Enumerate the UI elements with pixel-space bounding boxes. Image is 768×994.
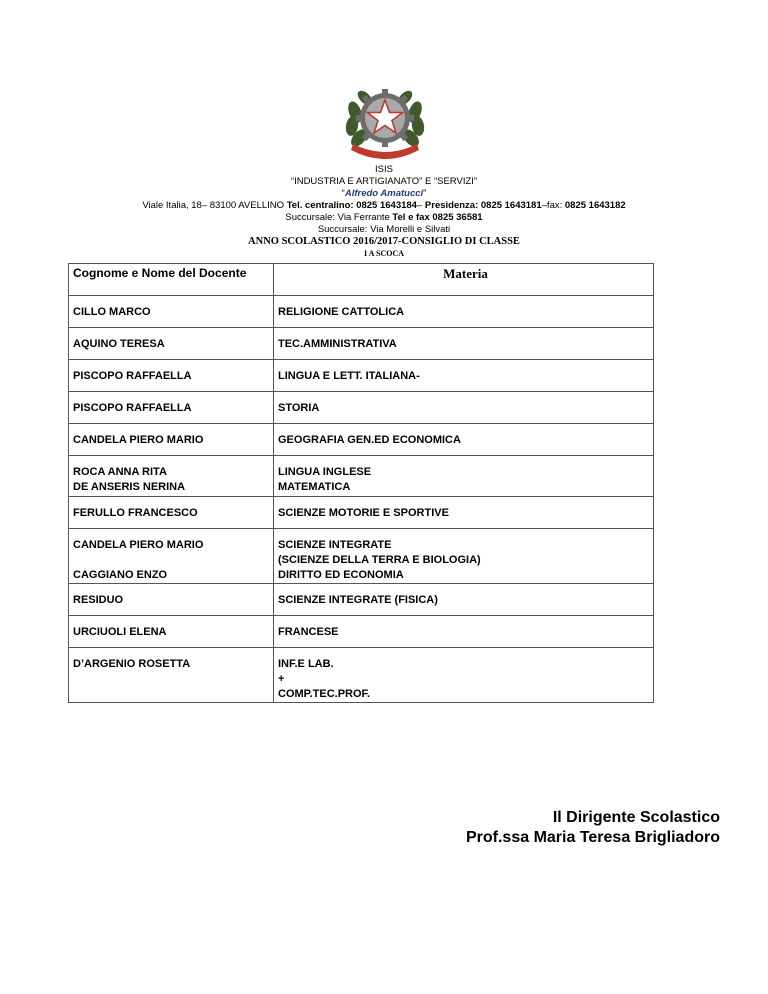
subject-name: (SCIENZE DELLA TERRA E BIOLOGIA) bbox=[278, 554, 481, 566]
subject-cell bbox=[274, 497, 654, 529]
table-row bbox=[69, 296, 654, 328]
italian-republic-emblem-icon bbox=[343, 78, 427, 162]
year-title: ANNO SCOLASTICO 2016/2017-CONSIGLIO DI CLASSE bbox=[248, 236, 520, 247]
table-row bbox=[69, 529, 654, 584]
subject-cell bbox=[274, 328, 654, 360]
teacher-cell bbox=[69, 456, 274, 497]
dedication: “Alfredo Amatucci” bbox=[341, 188, 427, 199]
school-type: ISIS bbox=[375, 164, 393, 175]
school-address: Viale Italia, 18– 83100 AVELLINO Tel. centralino: 0825 1643184– Presidenza: 0825 1643181–fax: 0825 1643182 bbox=[142, 200, 626, 211]
subject-cell bbox=[274, 616, 654, 648]
subject-cell bbox=[274, 529, 654, 584]
header-teacher: Cognome e Nome del Docente bbox=[69, 264, 274, 296]
subject-name: SCIENZE INTEGRATE bbox=[278, 539, 392, 551]
teacher-name bbox=[73, 553, 273, 568]
subject-name: COMP.TEC.PROF. bbox=[278, 688, 371, 700]
subject-name: SCIENZE INTEGRATE (FISICA) bbox=[278, 594, 438, 606]
header-subject: Materia bbox=[274, 264, 654, 296]
table-row bbox=[69, 328, 654, 360]
subject-name: + bbox=[278, 673, 285, 685]
teacher-cell bbox=[69, 328, 274, 360]
table-header-row bbox=[69, 264, 654, 296]
subject-cell bbox=[274, 424, 654, 456]
table-row bbox=[69, 648, 654, 703]
subject-cell bbox=[274, 296, 654, 328]
teacher-cell bbox=[69, 497, 274, 529]
subject-cell bbox=[274, 456, 654, 497]
table-row bbox=[69, 392, 654, 424]
teacher-cell bbox=[69, 296, 274, 328]
teacher-name: CAGGIANO ENZO bbox=[73, 569, 168, 581]
teacher-name: PISCOPO RAFFAELLA bbox=[73, 402, 192, 414]
subject-name: TEC.AMMINISTRATIVA bbox=[278, 338, 397, 350]
table-row bbox=[69, 360, 654, 392]
teacher-name: D’ARGENIO ROSETTA bbox=[73, 658, 191, 670]
teacher-cell bbox=[69, 584, 274, 616]
subject-name: RELIGIONE CATTOLICA bbox=[278, 306, 405, 318]
table-row bbox=[69, 497, 654, 529]
table-row bbox=[69, 424, 654, 456]
teacher-name: CANDELA PIERO MARIO bbox=[73, 539, 204, 551]
subject-name: LINGUA E LETT. ITALIANA- bbox=[278, 370, 420, 382]
subject-name: STORIA bbox=[278, 402, 320, 414]
subject-name: SCIENZE MOTORIE E SPORTIVE bbox=[278, 507, 449, 519]
school-name: “INDUSTRIA E ARTIGIANATO” E “SERVIZI” bbox=[290, 176, 478, 187]
subject-cell bbox=[274, 648, 654, 703]
subject-cell bbox=[274, 584, 654, 616]
subject-name: DIRITTO ED ECONOMIA bbox=[278, 569, 404, 581]
table-row bbox=[69, 456, 654, 497]
subject-name: INF.E LAB. bbox=[278, 658, 334, 670]
teacher-cell bbox=[69, 648, 274, 703]
subject-cell bbox=[274, 360, 654, 392]
teacher-name: AQUINO TERESA bbox=[73, 338, 165, 350]
subject-cell bbox=[274, 392, 654, 424]
branch-ferrante: Succursale: Via Ferrante Tel e fax 0825 36581 bbox=[285, 212, 483, 223]
signature-name: Prof.ssa Maria Teresa Brigliadoro bbox=[465, 829, 720, 846]
subject-name: LINGUA INGLESE bbox=[278, 466, 372, 478]
table-row bbox=[69, 616, 654, 648]
teacher-cell bbox=[69, 392, 274, 424]
teacher-name: FERULLO FRANCESCO bbox=[73, 507, 198, 519]
teacher-cell bbox=[69, 616, 274, 648]
teacher-name: CANDELA PIERO MARIO bbox=[73, 434, 204, 446]
teacher-name: ROCA ANNA RITA bbox=[73, 466, 167, 478]
teacher-cell bbox=[69, 529, 274, 584]
subject-name: GEOGRAFIA GEN.ED ECONOMICA bbox=[278, 434, 461, 446]
teacher-name: RESIDUO bbox=[73, 594, 124, 606]
subject-name: MATEMATICA bbox=[278, 481, 351, 493]
teacher-cell bbox=[69, 424, 274, 456]
signature-role: Il Dirigente Scolastico bbox=[552, 809, 720, 826]
teacher-name: DE ANSERIS NERINA bbox=[73, 481, 186, 493]
teacher-cell bbox=[69, 360, 274, 392]
teacher-name: URCIUOLI ELENA bbox=[73, 626, 167, 638]
subject-name: FRANCESE bbox=[278, 626, 339, 638]
teachers-table bbox=[68, 263, 654, 703]
branch-morelli: Succursale: Via Morelli e Silvati bbox=[317, 224, 451, 235]
teacher-name: CILLO MARCO bbox=[73, 306, 151, 318]
teacher-name: PISCOPO RAFFAELLA bbox=[73, 370, 192, 382]
table-row bbox=[69, 584, 654, 616]
class-name: I A SCOCA bbox=[363, 249, 404, 258]
